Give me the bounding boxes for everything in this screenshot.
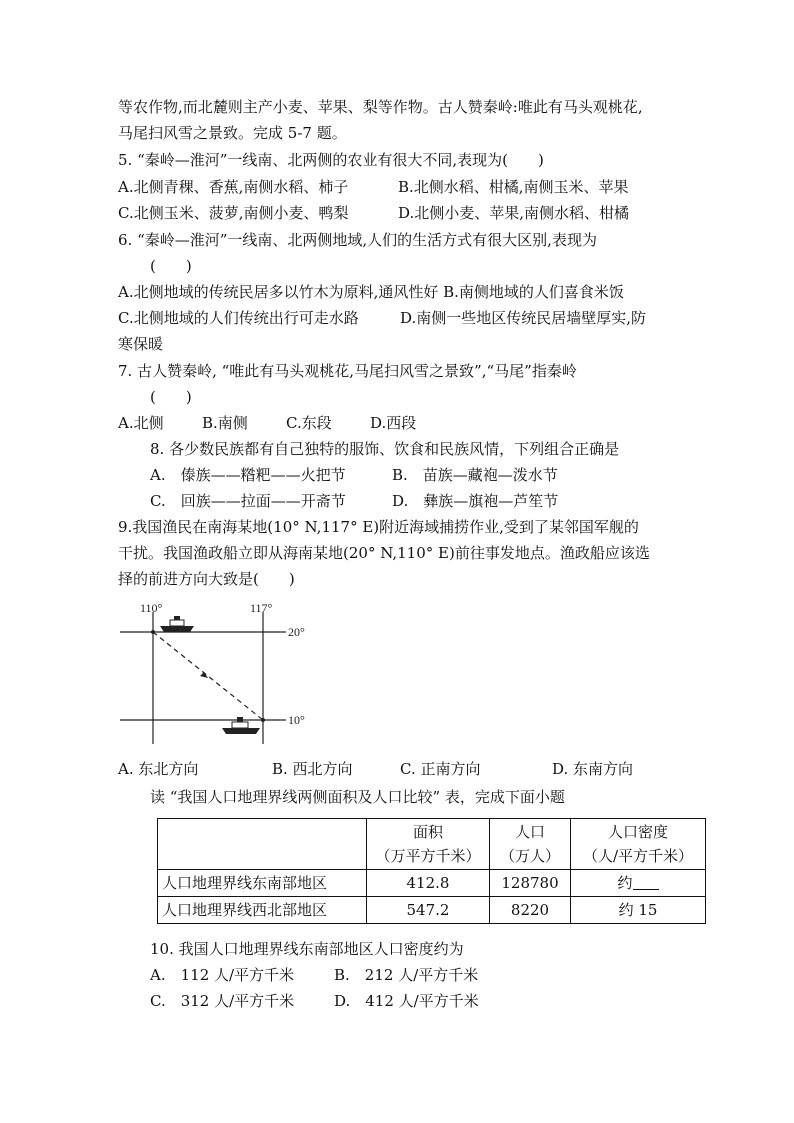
row-1-density: [571, 870, 706, 897]
label-10: 10°: [288, 713, 305, 727]
question-9-line-1: 9.我国渔民在南海某地(10° N,117° E)附近海域捕捞作业,受到了某邻国军舰的: [118, 518, 639, 536]
end-point: [261, 718, 265, 722]
question-10-option-d[interactable]: D. 412 人/平方千米: [334, 992, 479, 1010]
header-density-title: 人口密度: [607, 823, 668, 841]
header-area-unit: （万平方千米）: [375, 847, 481, 865]
row-1-region: 人口地理界线东南部地区: [158, 870, 367, 897]
row-2-region: 人口地理界线西北部地区: [158, 897, 367, 924]
intro-line-2: 马尾扫风雪之景致。完成 5-7 题。: [118, 124, 347, 142]
row-2-density: 约 15: [571, 897, 706, 924]
question-8-option-d[interactable]: D. 彝族—旗袍—芦笙节: [392, 492, 559, 510]
question-8-stem: 8. 各少数民族都有自己独特的服饰、饮食和民族风情，下列组合正确是: [150, 440, 620, 458]
question-8-option-a[interactable]: A. 傣族——糌粑——火把节: [150, 466, 346, 484]
question-9-option-b[interactable]: B. 西北方向: [272, 760, 353, 778]
label-110: 110°: [140, 601, 163, 615]
question-6-option-d-continued: 寒保暖: [118, 335, 164, 353]
header-empty: [158, 819, 367, 870]
question-10-option-c[interactable]: C. 312 人/平方千米: [150, 992, 295, 1010]
question-7-option-a[interactable]: A.北侧: [118, 414, 164, 432]
intro-line-1: 等农作物,而北麓则主产小麦、苹果、梨等作物。古人赞秦岭:唯此有马头观桃花,: [118, 98, 643, 116]
question-5-option-b[interactable]: B.北侧水稻、柑橘,南侧玉米、苹果: [398, 178, 629, 196]
question-7-option-c[interactable]: C.东段: [286, 414, 332, 432]
question-5-stem: 5. “秦岭—淮河”一线南、北两侧的农业有很大不同,表现为( ): [118, 151, 544, 169]
label-117: 117°: [250, 601, 273, 615]
route-arrow-icon: [200, 672, 208, 678]
question-9-option-a[interactable]: A. 东北方向: [118, 760, 199, 778]
ship-icon: [160, 616, 194, 632]
table-row: [158, 870, 706, 897]
header-population: [490, 819, 571, 870]
question-8-option-c[interactable]: C. 回族——拉面——开斋节: [150, 492, 346, 510]
table-header-row: [158, 819, 706, 870]
question-6-option-ab[interactable]: A.北侧地域的传统民居多以竹木为原料,通风性好 B.南侧地域的人们喜食米饭: [118, 283, 624, 301]
header-density: [571, 819, 706, 870]
header-density-unit: （人/平方千米）: [582, 847, 694, 865]
row-1-density-text: 约: [617, 874, 633, 892]
row-1-area: 412.8: [367, 870, 490, 897]
question-8-option-b[interactable]: B. 苗族—藏袍—泼水节: [392, 466, 558, 484]
question-6-option-d[interactable]: D.南侧一些地区传统民居墙壁厚实,防: [400, 309, 647, 327]
question-6-option-c[interactable]: C.北侧地域的人们传统出行可走水路: [118, 309, 359, 327]
question-6-paren: ( ): [150, 257, 192, 275]
question-7-option-d[interactable]: D.西段: [370, 414, 417, 432]
question-10-option-b[interactable]: B. 212 人/平方千米: [334, 966, 479, 984]
question-7-stem: 7. 古人赞秦岭, “唯此有马头观桃花,马尾扫风雪之景致”,“马尾”指秦岭: [118, 362, 577, 380]
route-dashed-line: [153, 632, 263, 720]
answer-blank[interactable]: [633, 873, 659, 890]
question-9-option-d[interactable]: D. 东南方向: [552, 760, 634, 778]
header-area-title: 面积: [412, 823, 443, 841]
question-10-option-a[interactable]: A. 112 人/平方千米: [150, 966, 295, 984]
question-6-stem: 6. “秦岭—淮河”一线南、北两侧地域,人们的生活方式有很大区别,表现为: [118, 231, 597, 249]
header-population-title: 人口: [514, 823, 545, 841]
start-point: [151, 630, 155, 634]
question-5-option-d[interactable]: D.北侧小麦、苹果,南侧水稻、柑橘: [398, 204, 630, 222]
question-7-option-b[interactable]: B.南侧: [202, 414, 248, 432]
row-1-population: 128780: [490, 870, 571, 897]
question-10-stem: 10. 我国人口地理界线东南部地区人口密度约为: [150, 940, 464, 958]
question-9-option-c[interactable]: C. 正南方向: [400, 760, 481, 778]
header-area: [367, 819, 490, 870]
coordinate-map: [118, 598, 318, 744]
question-5-option-a[interactable]: A.北侧青稞、香蕉,南侧水稻、柿子: [118, 178, 349, 196]
row-2-population: 8220: [490, 897, 571, 924]
label-20: 20°: [288, 625, 305, 639]
question-9-line-3: 择的前进方向大致是( ): [118, 570, 295, 588]
question-5-option-c[interactable]: C.北侧玉米、菠萝,南侧小麦、鸭梨: [118, 204, 349, 222]
question-7-paren: ( ): [150, 388, 192, 406]
table-intro: 读 “我国人口地理界线两侧面积及人口比较” 表，完成下面小题: [150, 788, 565, 806]
row-2-area: 547.2: [367, 897, 490, 924]
population-table: [157, 818, 706, 924]
question-9-line-2: 干扰。我国渔政船立即从海南某地(20° N,110° E)前往事发地点。渔政船应该选: [118, 544, 650, 562]
table-row: [158, 897, 706, 924]
header-population-unit: （万人）: [499, 847, 560, 865]
